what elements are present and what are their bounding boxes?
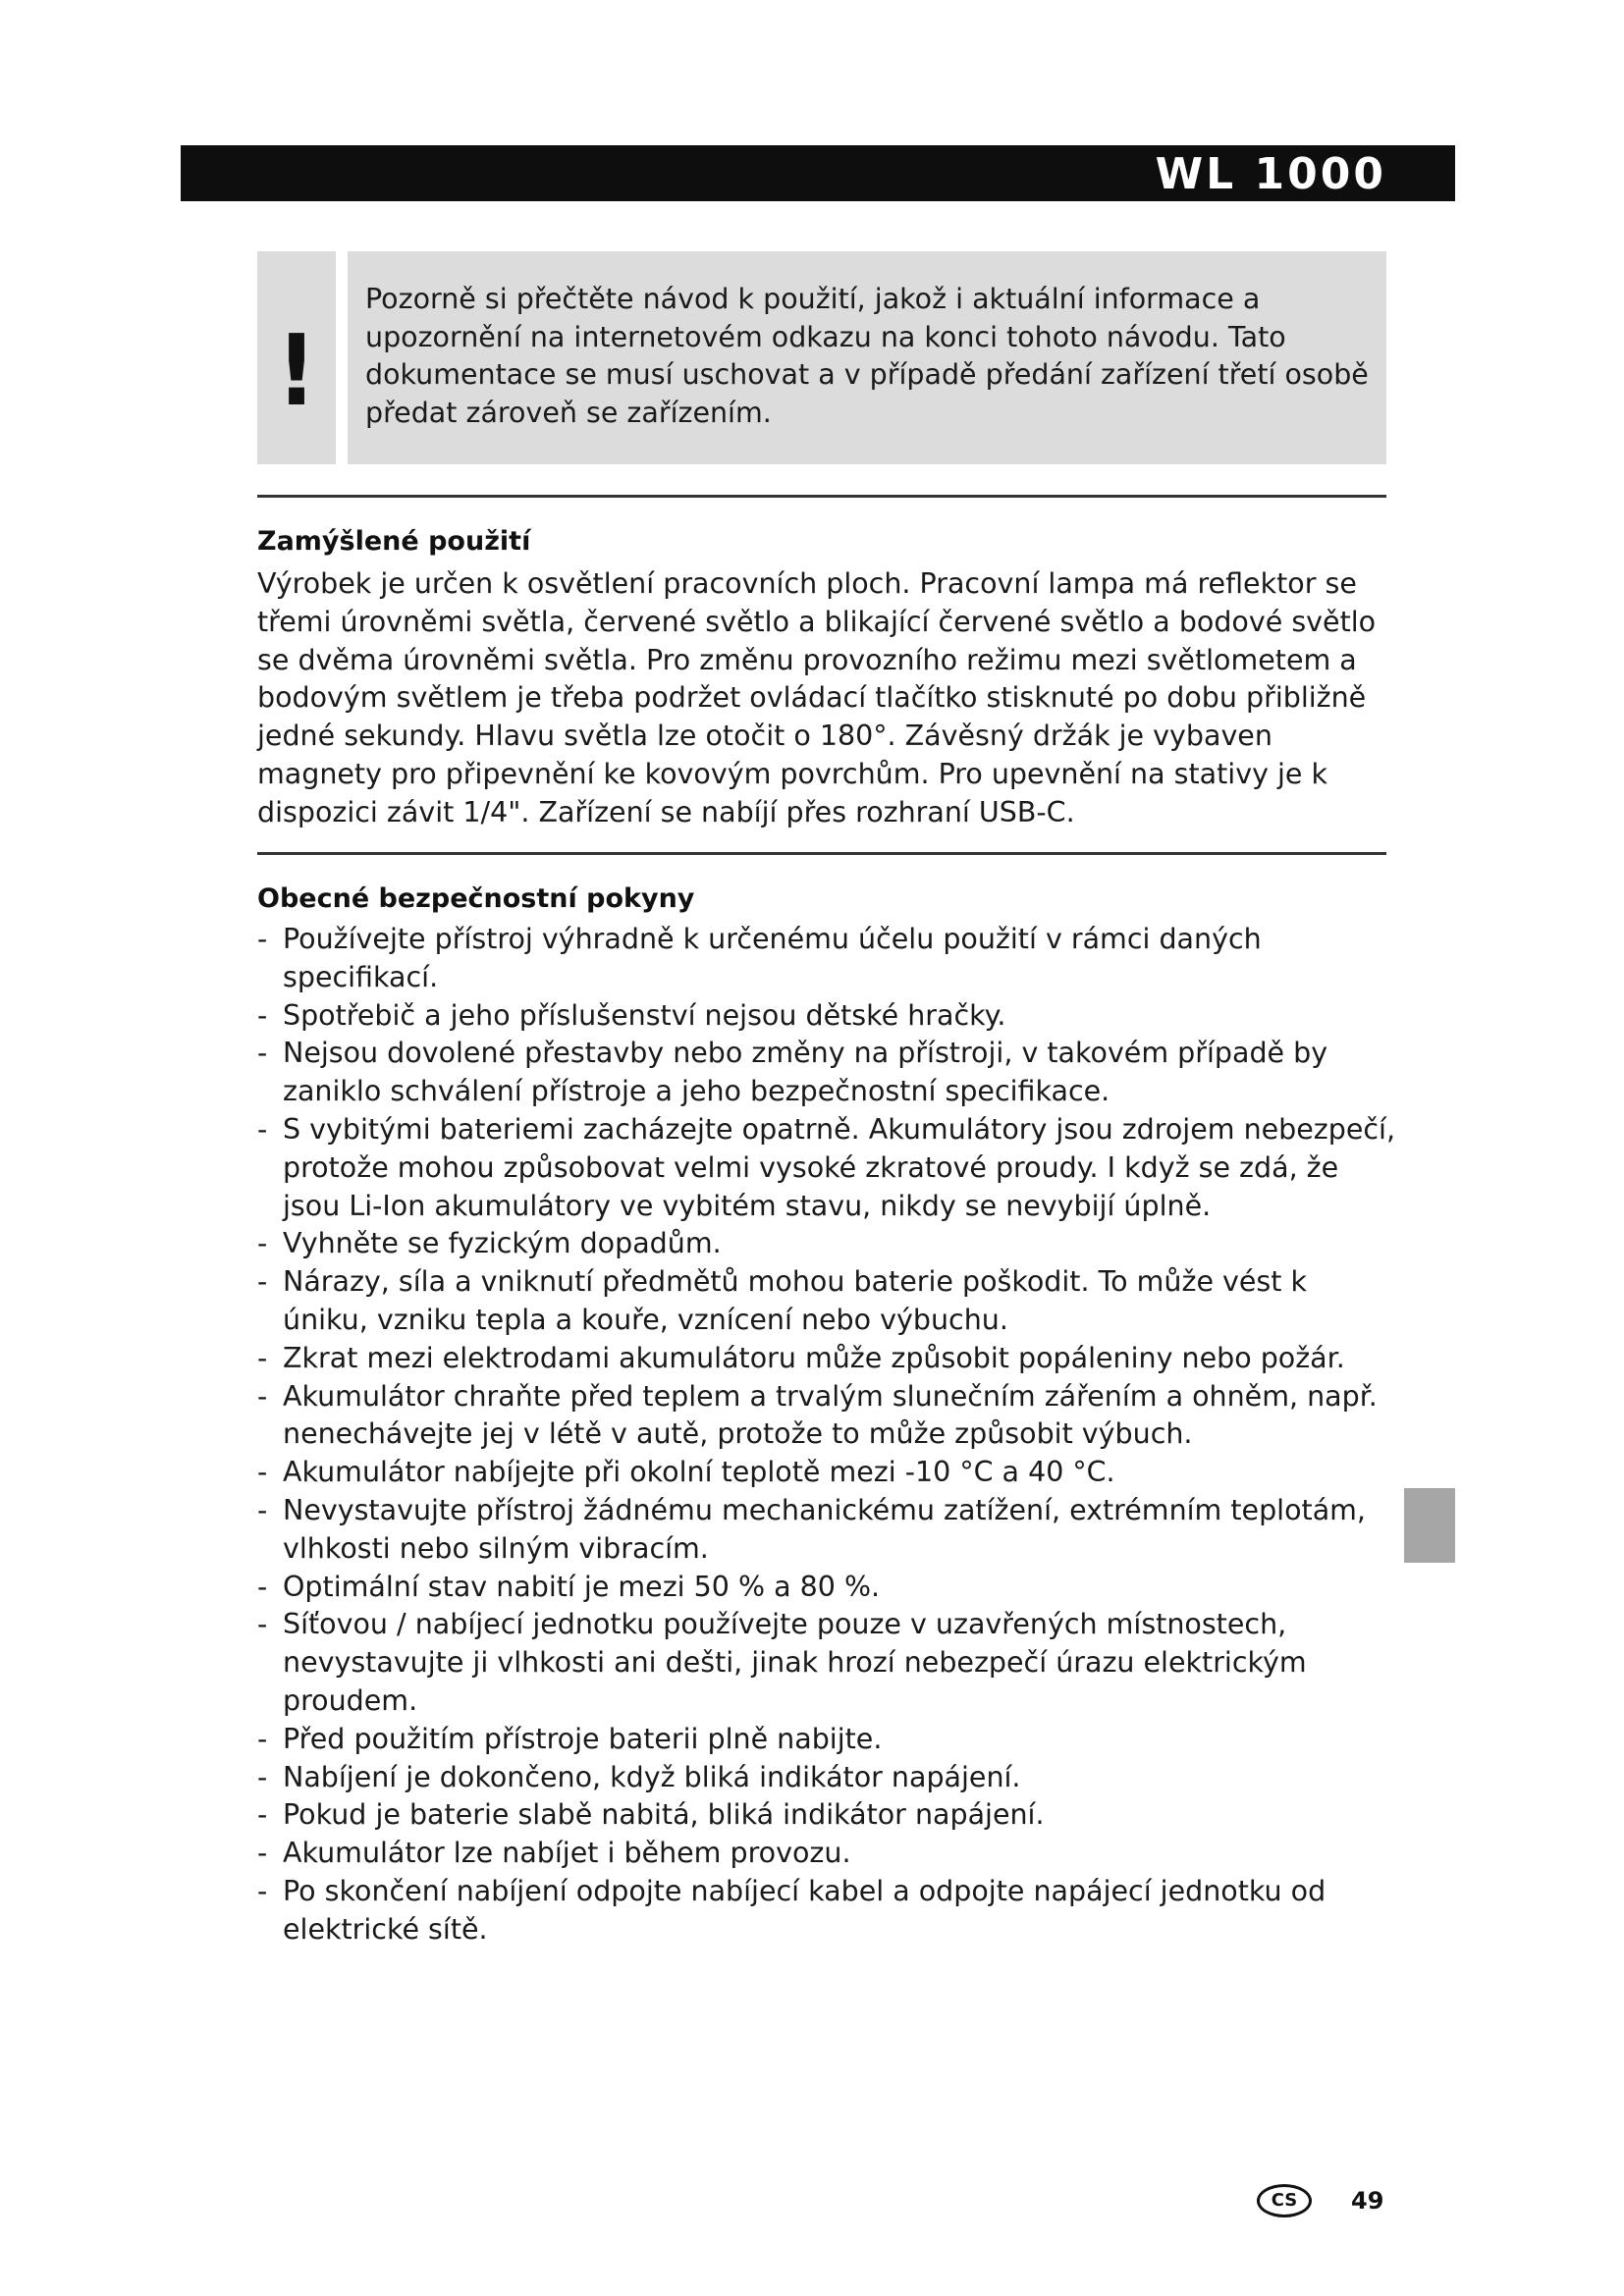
bullet-dash: - (257, 1037, 268, 1070)
safety-list (257, 921, 1396, 1949)
safety-item (257, 1569, 1396, 1607)
section-divider (257, 852, 1386, 855)
safety-item (257, 1606, 1396, 1720)
safety-item (257, 1835, 1396, 1873)
safety-item (257, 1796, 1396, 1835)
bullet-dash: - (257, 1874, 268, 1907)
warning-notice (348, 251, 1386, 464)
bullet-dash: - (257, 1227, 268, 1260)
safety-item-text: Nabíjení je dokončeno, když bliká indikátor napájení. (283, 1760, 1021, 1793)
safety-item (257, 1340, 1396, 1378)
warning-text: Pozorně si přečtěte návod k použití, jakož i aktuální informace a upozornění na internetovém odkazu na konci tohoto návodu. Tato dokumentace se musí uschovat a v případě předání zařízení třetí osobě předat zároveň se zařízením. (365, 283, 1369, 429)
safety-title: Obecné bezpečnostní pokyny (257, 883, 695, 914)
header-bar (181, 145, 1455, 201)
bullet-dash: - (257, 1608, 268, 1641)
safety-item-text: Pokud je baterie slabě nabitá, bliká indikátor napájení. (283, 1798, 1045, 1832)
safety-item (257, 1492, 1396, 1569)
safety-item (257, 1035, 1396, 1111)
section-divider (257, 495, 1386, 498)
bullet-dash: - (257, 1379, 268, 1413)
safety-item (257, 921, 1396, 997)
safety-item-text: S vybitými bateriemi zacházejte opatrně. Akumulátory jsou zdrojem nebezpečí, protože mohou způsobovat velmi vysoké zkratové proudy. I když se zdá, že jsou Li-Ion akumulátory ve vybitém stavu, nikdy se nevybijí úplně. (283, 1112, 1396, 1222)
safety-item-text: Zkrat mezi elektrodami akumulátoru může způsobit popáleniny nebo požár. (283, 1341, 1345, 1374)
bullet-dash: - (257, 1760, 268, 1793)
safety-item (257, 1454, 1396, 1492)
safety-item-text: Nejsou dovolené přestavby nebo změny na přístroji, v takovém případě by zaniklo schválení přístroje a jeho bezpečnostní specifikace. (283, 1037, 1328, 1108)
safety-item (257, 1378, 1396, 1455)
safety-item (257, 1759, 1396, 1797)
safety-item-text: Akumulátor lze nabíjet i během provozu. (283, 1837, 851, 1870)
bullet-dash: - (257, 1837, 268, 1870)
side-tab-marker (1404, 1488, 1455, 1563)
model-title: WL 1000 (1155, 149, 1386, 199)
page-number: 49 (1351, 2187, 1384, 2215)
bullet-dash: - (257, 923, 268, 955)
safety-item (257, 1873, 1396, 1949)
bullet-dash: - (257, 1456, 268, 1489)
safety-item (257, 1111, 1396, 1225)
safety-item-text: Síťovou / nabíjecí jednotku používejte pouze v uzavřených místnostech, nevystavujte ji vlhkosti ani dešti, jinak hrozí nebezpečí úrazu elektrickým proudem. (283, 1608, 1307, 1717)
exclamation-icon: ! (276, 313, 317, 428)
intended-use-text: Výrobek je určen k osvětlení pracovních ploch. Pracovní lampa má reflektor se třemi úrovněmi světla, červené světlo a blikající červené světlo a bodové světlo se dvěma úrovněmi světla. Pro změnu provozního režimu mezi světlometem a bodovým světlem je třeba podržet ovládací tlačítko stisknuté po dobu přibližně jedné sekundy. Hlavu světla lze otočit o 180°. Závěsný držák je vybaven magnety pro připevnění ke kovovým povrchům. Pro upevnění na stativy je k dispozici závit 1/4". Zařízení se nabíjí přes rozhraní USB-C. (257, 567, 1377, 828)
safety-item-text: Používejte přístroj výhradně k určenému účelu použití v rámci daných specifikací. (283, 923, 1262, 993)
bullet-dash: - (257, 1493, 268, 1526)
safety-item-text: Optimální stav nabití je mezi 50 % a 80 %. (283, 1570, 881, 1603)
safety-item-text: Akumulátor nabíjejte při okolní teplotě mezi -10 °C a 40 °C. (283, 1456, 1115, 1489)
bullet-dash: - (257, 1265, 268, 1299)
safety-item-text: Před použitím přístroje baterii plně nabijte. (283, 1722, 883, 1755)
safety-item-text: Nevystavujte přístroj žádnému mechanickému zatížení, extrémním teplotám, vlhkosti nebo silným vibracím. (283, 1493, 1366, 1565)
safety-item-text: Akumulátor chraňte před teplem a trvalým slunečním zářením a ohněm, např. nenechávejte jej v létě v autě, protože to může způsobit výbuch. (283, 1379, 1378, 1451)
safety-item-text: Vyhněte se fyzickým dopadům. (283, 1227, 722, 1260)
warning-icon-box (257, 251, 336, 464)
bullet-dash: - (257, 1722, 268, 1755)
safety-item-text: Nárazy, síla a vniknutí předmětů mohou baterie poškodit. To může vést k úniku, vzniku tepla a kouře, vznícení nebo výbuchu. (283, 1265, 1308, 1336)
safety-item (257, 1721, 1396, 1759)
bullet-dash: - (257, 1341, 268, 1374)
safety-item-text: Spotřebič a jeho příslušenství nejsou dětské hračky. (283, 998, 1006, 1032)
safety-item (257, 1263, 1396, 1340)
safety-item-text: Po skončení nabíjení odpojte nabíjecí kabel a odpojte napájecí jednotku od elektrické sítě. (283, 1874, 1326, 1946)
bullet-dash: - (257, 1570, 268, 1603)
language-badge: CS (1257, 2184, 1312, 2217)
intended-use-title: Zamýšlené použití (257, 526, 531, 557)
bullet-dash: - (257, 1798, 268, 1832)
safety-item (257, 1225, 1396, 1263)
safety-item (257, 997, 1396, 1036)
bullet-dash: - (257, 1112, 268, 1146)
bullet-dash: - (257, 998, 268, 1032)
